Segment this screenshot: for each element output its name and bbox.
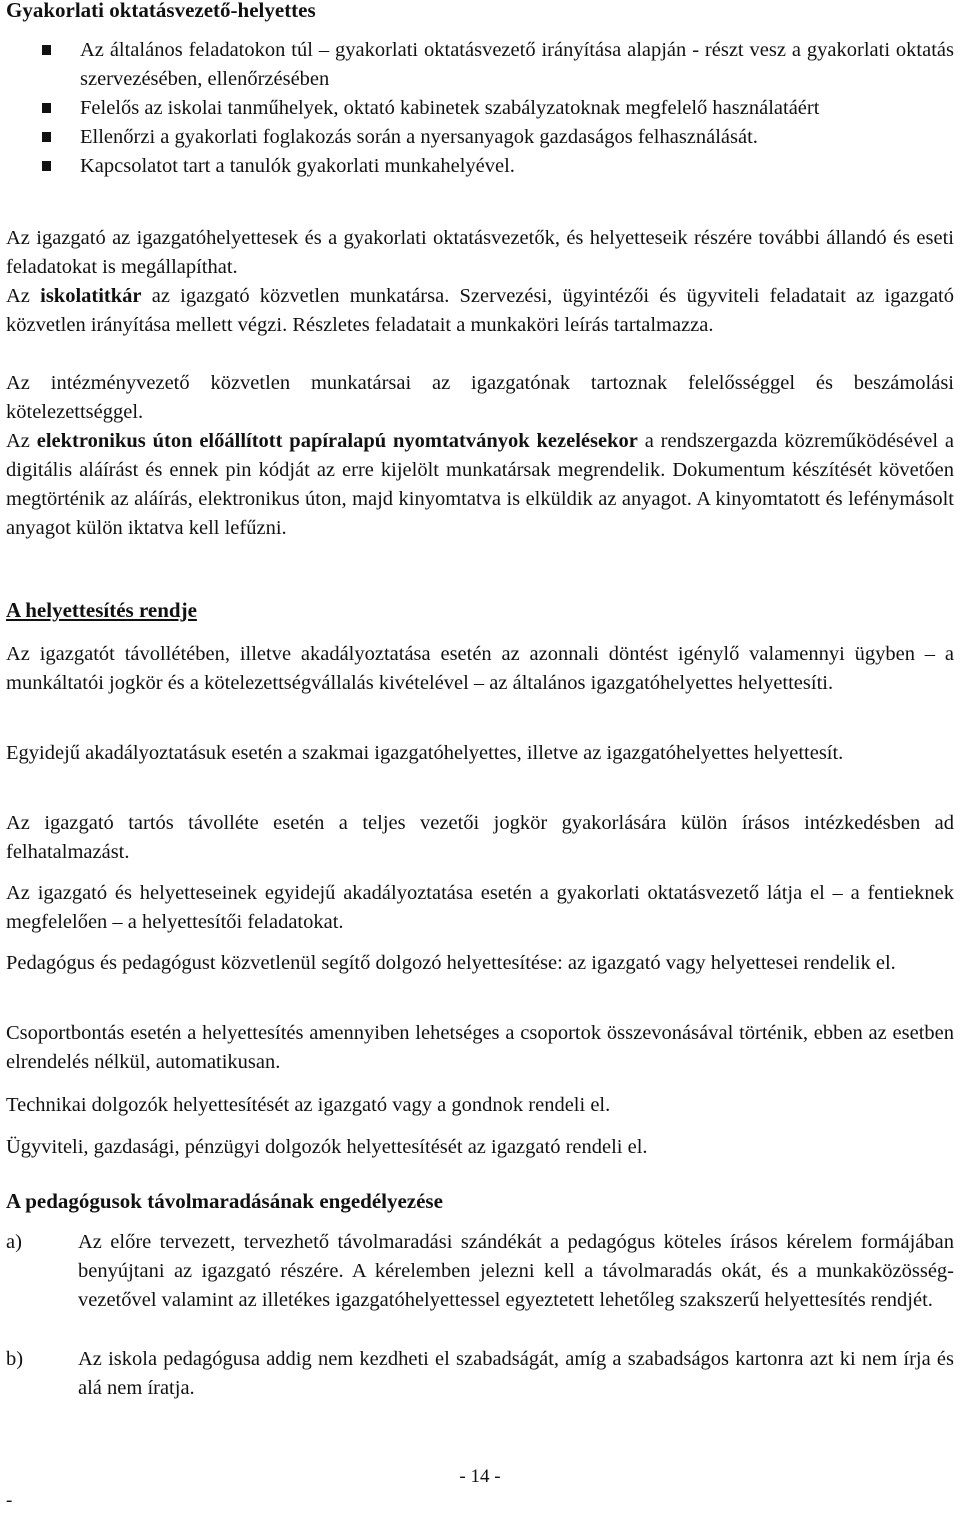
list-item-text: Az iskola pedagógusa addig nem kezdheti el szabadságát, amíg a szabadságos kartonra azt ki nem írja és alá nem íratja. — [78, 1348, 954, 1399]
paragraph-substitution-1: Az igazgatót távollétében, illetve akadályoztatása esetén az azonnali döntést igénylő valamennyi ügyben – a munkáltatói jogkör és a kötelezettségvállalás kivételével – az általános igazgatóhelyettes helyettesíti. — [6, 643, 954, 694]
list-item — [0, 36, 954, 94]
paragraph-substitution-6: Csoportbontás esetén a helyettesítés amennyiben lehetséges a csoportok összevonásával történik, ebben az esetben elrendelés nélkül, automatikusan. — [6, 1022, 954, 1073]
paragraph-substitution-2: Egyidejű akadályoztatásuk esetén a szakmai igazgatóhelyettes, illetve az igazgatóhelyettes helyettesít. — [6, 742, 844, 764]
page-number: - 14 - — [459, 1466, 501, 1487]
list-item-text: Az általános feladatokon túl – gyakorlati oktatásvezető irányítása alapján - részt vesz a gyakorlati oktatás szervezésében, ellenőrzésében — [80, 39, 954, 90]
paragraph-additional-tasks: Az igazgató az igazgatóhelyettesek és a gyakorlati oktatásvezetők, és helyetteseik részére további állandó és eseti feladatokat is megállapíthat. — [6, 227, 954, 278]
square-bullet-icon — [42, 132, 51, 142]
square-bullet-icon — [42, 161, 51, 171]
list-item-text: Ellenőrzi a gyakorlati foglakozás során a nyersanyagok gazdaságos felhasználását. — [80, 126, 758, 148]
list-item-text: Az előre tervezett, tervezhető távolmaradási szándékát a pedagógus köteles írásos kérelem formájában benyújtani az igazgató részére. A kérelemben jelezni kell a távolmaradás okát, és a munkaközösség-vezetővel valamint az illetékes igazgatóhelyettessel egyeztetett lehetőleg szakszerű helyettesítés rendjét. — [78, 1231, 954, 1311]
paragraph-substitution-3: Az igazgató tartós távolléte esetén a teljes vezetői jogkör gyakorlására külön írásos intézkedésben ad felhatalmazást. — [6, 812, 954, 863]
paragraph-direct-staff: Az intézményvezető közvetlen munkatársai az igazgatónak tartoznak felelősséggel és beszámolási kötelezettséggel. — [6, 372, 954, 423]
corner-mark: - — [6, 1490, 13, 1511]
paragraph-school-secretary — [6, 282, 954, 340]
list-item-text: Felelős az iskolai tanműhelyek, oktató kabinetek szabályzatoknak megfelelő használatáért — [80, 97, 820, 119]
list-item — [0, 94, 954, 123]
list-item-label: b) — [6, 1348, 24, 1370]
section-heading-absence-permission: A pedagógusok távolmaradásának engedélyezése — [6, 1189, 443, 1213]
section-heading-practical-deputy: Gyakorlati oktatásvezető-helyettes — [6, 0, 316, 22]
paragraph-substitution-5: Pedagógus és pedagógust közvetlenül segítő dolgozó helyettesítése: az igazgató vagy helyettesei rendelik el. — [6, 952, 896, 974]
square-bullet-icon — [42, 45, 51, 55]
list-item-text: Kapcsolatot tart a tanulók gyakorlati munkahelyével. — [80, 155, 515, 177]
paragraph-substitution-7: Technikai dolgozók helyettesítését az igazgató vagy a gondnok rendeli el. — [6, 1094, 611, 1116]
list-item — [0, 123, 954, 152]
bold-term-electronic-forms: elektronikus úton előállított papíralapú nyomtatványok kezelésekor — [36, 430, 638, 452]
list-item — [6, 1345, 954, 1403]
text-run: az igazgató közvetlen munkatársa. Szervezési, ügyintézői és ügyviteli feladatait az igazgató közvetlen irányítása mellett végzi. Részletes feladatait a munkaköri leírás tartalmazza. — [6, 285, 954, 336]
bold-term-secretary: iskolatitkár — [40, 285, 142, 307]
list-item — [6, 1228, 954, 1315]
list-item-label: a) — [6, 1231, 22, 1253]
paragraph-electronic-forms — [6, 427, 954, 543]
section-heading-substitution: A helyettesítés rendje — [6, 598, 197, 622]
text-run: Az — [6, 285, 41, 307]
list-item — [0, 152, 954, 181]
paragraph-substitution-4: Az igazgató és helyetteseinek egyidejű akadályoztatása esetén a gyakorlati oktatásvezető látja el – a fentieknek megfelelően – a helyettesítői feladatokat. — [6, 882, 954, 933]
paragraph-substitution-8: Ügyviteli, gazdasági, pénzügyi dolgozók helyettesítését az igazgató rendeli el. — [6, 1136, 648, 1158]
text-run: a rendszergazda közreműködésével a digitális aláírást és ennek pin kódját az erre kijelölt munkatársak megrendelik. Dokumentum készítését követően megtörténik az aláírás, elektronikus úton, majd kinyomtatva is elküldik az anyagot. A kinyomtatott és lefénymásolt anyagot külön iktatva kell lefűzni. — [6, 430, 954, 539]
square-bullet-icon — [42, 103, 51, 113]
text-run: Az — [6, 430, 37, 452]
bullet-list — [0, 36, 954, 181]
